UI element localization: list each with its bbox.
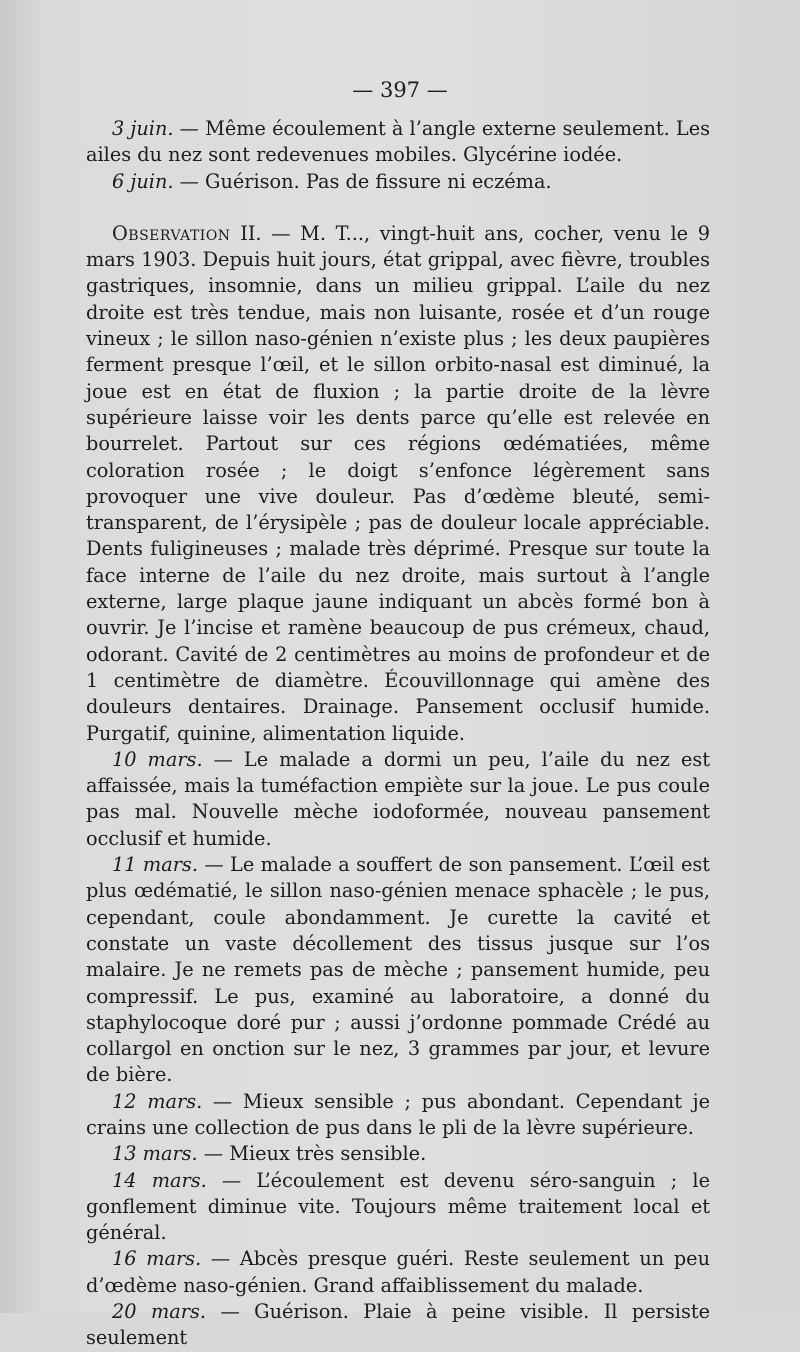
entry-text: Le malade a souffert de son pansement. L’œil est plus œdématié, le sillon naso-génien menace sphacèle ; le pus, cependant, coule abondamment. Je curette la cavité et constate un vaste décollement des tissus jusque sur l’os malaire. Je ne remets pas de mèche ; pansement humide, peu compressif. Le pus, examiné au laboratoire, a donné du staphylocoque doré pur ; aussi j’ordonne pommade Crédé au collargol en onction sur le nez, 3 grammes par jour, et levure de bière. [86,853,711,1087]
entry-date: 12 mars. — [112,1089,233,1113]
entry-date: 20 mars. — [112,1300,240,1324]
entry-date: 3 juin. — [112,117,199,140]
entry-text: Mieux très sensible. [223,1142,427,1166]
body-text [86,116,710,1352]
paragraph-14-mars [86,1168,710,1247]
paragraph-16-mars [86,1246,710,1299]
paragraph-13-mars [86,1141,710,1167]
paragraph-6-juin [86,169,710,195]
entry-text: Guérison. Pas de fissure ni eczéma. [198,169,552,193]
entry-date: 13 mars. — [112,1142,224,1166]
entry-text: Abcès presque guéri. Reste seulement un peu d’œdème naso-génien. Grand affaiblissement du malade. [86,1247,710,1297]
entry-text: Guérison. Plaie à peine visible. Il persiste seulement [86,1300,711,1350]
observation-heading: Observation [112,221,231,245]
entry-date: 10 mars. — [112,747,233,771]
paragraph-10-mars [86,747,710,852]
entry-date: 6 juin. — [112,169,199,193]
entry-date: 11 mars. — [112,853,224,877]
entry-text: Le malade a dormi un peu, l’aile du nez est affaissée, mais la tuméfaction empiète sur la joue. Le pus coule pas mal. Nouvelle mèche iodoformée, nouveau pansement occlusif et humide. [86,747,710,850]
paragraph-3-juin [86,116,710,169]
entry-text: Même écoulement à l’angle externe seulement. Les ailes du nez sont redevenues mobiles. Glycérine iodée. [86,117,710,167]
section-spacer [86,195,710,221]
page-number: — 397 — [352,78,448,102]
entry-text: L’écoulement est devenu séro-sanguin ; le gonflement diminue vite. Toujours même traitement local et général. [86,1168,711,1245]
paragraph-11-mars [86,852,710,1089]
paragraph-20-mars [86,1299,710,1352]
entry-date: 14 mars. — [112,1168,242,1192]
entry-text: II. — M. T..., vingt-huit ans, cocher, venu le 9 mars 1903. Depuis huit jours, état grippal, avec fièvre, troubles gastriques, insomnie, dans un milieu grippal. L’aile du nez droite est très tendue, mais non luisante, rosée et d’un rouge vineux ; le sillon naso-génien n’existe plus ; les deux paupières ferment presque l’œil, et le sillon orbito-nasal est diminué, la joue est en état de fluxion ; la partie droite de la lèvre supérieure laisse voir les dents parce qu’elle est relevée en bourrelet. Partout sur ces régions œdématiées, même coloration rosée ; le doigt s’enfonce légèrement sans provoquer une vive douleur. Pas d’œdème bleuté, semi-transparent, de l’érysipèle ; pas de douleur locale appréciable. Dents fuligineuses ; malade très déprimé. Presque sur toute la face interne de l’aile du nez droite, mais surtout à l’angle externe, large plaque jaune indiquant un abcès formé bon à ouvrir. Je l’incise et ramène beaucoup de pus crémeux, chaud, odorant. Cavité de 2 centimètres au moins de profondeur et de 1 centimètre de diamètre. Écouvillonnage qui amène des douleurs dentaires. Drainage. Pansement occlusif humide. Purgatif, quinine, alimentation liquide. [86,221,710,745]
entry-text: Mieux sensible ; pus abondant. Cependant je crains une collection de pus dans le pli de la lèvre supérieure. [86,1089,710,1139]
paragraph-12-mars [86,1089,710,1142]
paragraph-observation-ii [86,221,710,747]
entry-date: 16 mars. — [112,1247,231,1271]
